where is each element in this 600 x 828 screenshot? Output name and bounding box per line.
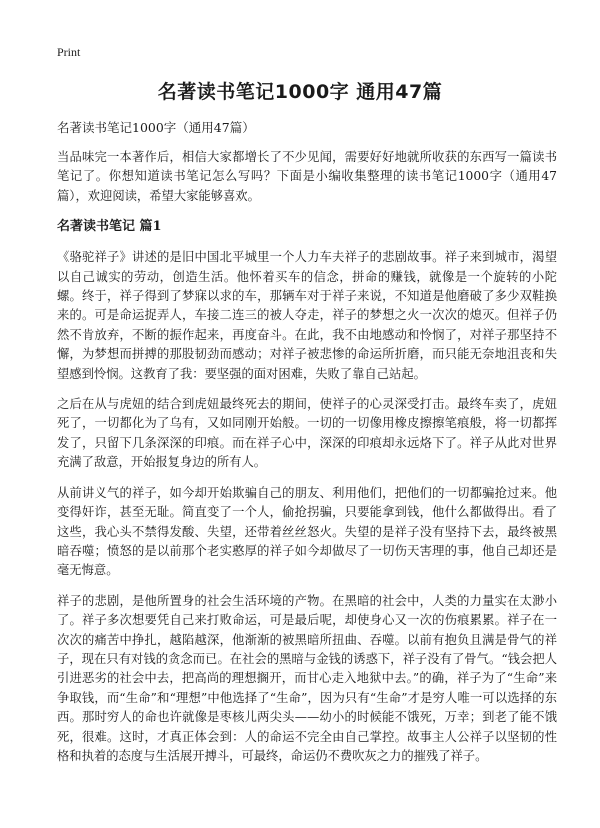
page-title: 名著读书笔记1000字 通用47篇: [157, 81, 443, 103]
article-body: [57, 118, 557, 777]
section-heading: 名著读书笔记 篇1: [57, 219, 162, 235]
body-paragraph: 祥子的悲剧，是他所置身的社会生活环境的产物。在黑暗的社会中，人类的力量实在太渺小了。祥子多次想要凭自己来打败命运，可是最后呢，却使身心又一次的伤痕累累。祥子在一次次的痛苦中挣扎，越陷越深，他渐渐的被黑暗所扭曲、吞噬。以前有抱负且满是骨气的祥子，现在只有对钱的贪念而已。在社会的黑暗与金钱的诱惑下，祥子没有了骨气。“钱会把人引进恶劣的社会中去，把高尚的理想搁开，而甘心走入地狱中去。”的确，祥子为了“生命”来争取钱，而“生命”和“理想”中他选择了“生命”，因为只有“生命”才是穷人唯一可以选择的东西。那时穷人的命也许就像是枣核儿两尖头——幼小的时候能不饿死，万幸；到老了能不饿死，很难。这时，才真正体会到：人的命运不完全由自己掌控。故事主人公祥子以坚韧的性格和执着的态度与生活展开搏斗，可最终，命运仍不费吹灰之力的摧残了祥子。: [57, 593, 557, 763]
body-paragraph: 《骆驼祥子》讲述的是旧中国北平城里一个人力车夫祥子的悲剧故事。祥子来到城市，渴望以自己诚实的劳动，创造生活。他怀着买车的信念，拼命的赚钱，就像是一个旋转的小陀螺。终于，祥子得到了梦寐以求的车，那辆车对于祥子来说，不知道是他磨破了多少双鞋换来的。可是命运捉弄人，车接二连三的被人夺走，祥子的梦想之火一次次的熄灭。但祥子仍然不肯放弃，不断的振作起来，再度奋斗。在此，我不由地感动和怜悯了，对祥子那坚持不懈，为梦想而拼搏的那股韧劲而感动；对祥子被悲惨的命运所折磨，而只能无奈地沮丧和失望感到怜悯。这教育了我：要坚强的面对困难，失败了靠自己站起。: [57, 250, 557, 381]
intro-paragraph: 当品味完一本著作后，相信大家都增长了不少见闻，需要好好地就所收获的东西写一篇读书笔记了。你想知道读书笔记怎么写吗？下面是小编收集整理的读书笔记1000字（通用47篇），欢迎阅读，希望大家能够喜欢。: [57, 150, 557, 203]
body-paragraph: 之后在从与虎妞的结合到虎妞最终死去的期间，使祥子的心灵深受打击。最终车卖了，虎妞死了，一切都化为了乌有，又如同刚开始般。一切的一切像用橡皮擦擦笔痕般，将一切都挥发了，只留下几条深深的印痕。而在祥子心中，深深的印痕却永远烙下了。祥子从此对世界充满了敌意，开始报复身边的所有人。: [57, 397, 557, 470]
article-subtitle: 名著读书笔记1000字（通用47篇）: [57, 120, 255, 135]
print-link[interactable]: Print: [57, 45, 81, 59]
body-paragraph: 从前讲义气的祥子，如今却开始欺骗自己的朋友、利用他们，把他们的一切都骗抢过来。他变得奸诈，甚至无耻。简直变了一个人，偷抢拐骗，只要能拿到钱，他什么都做得出。看了这些，我心头不禁得发酸、失望，还带着丝丝怒火。失望的是祥子没有坚持下去，最终被黑暗吞噬；愤怒的是以前那个老实憨厚的祥子如今却做尽了一切伤天害理的事，他自己却还是毫无悔意。: [57, 485, 557, 578]
